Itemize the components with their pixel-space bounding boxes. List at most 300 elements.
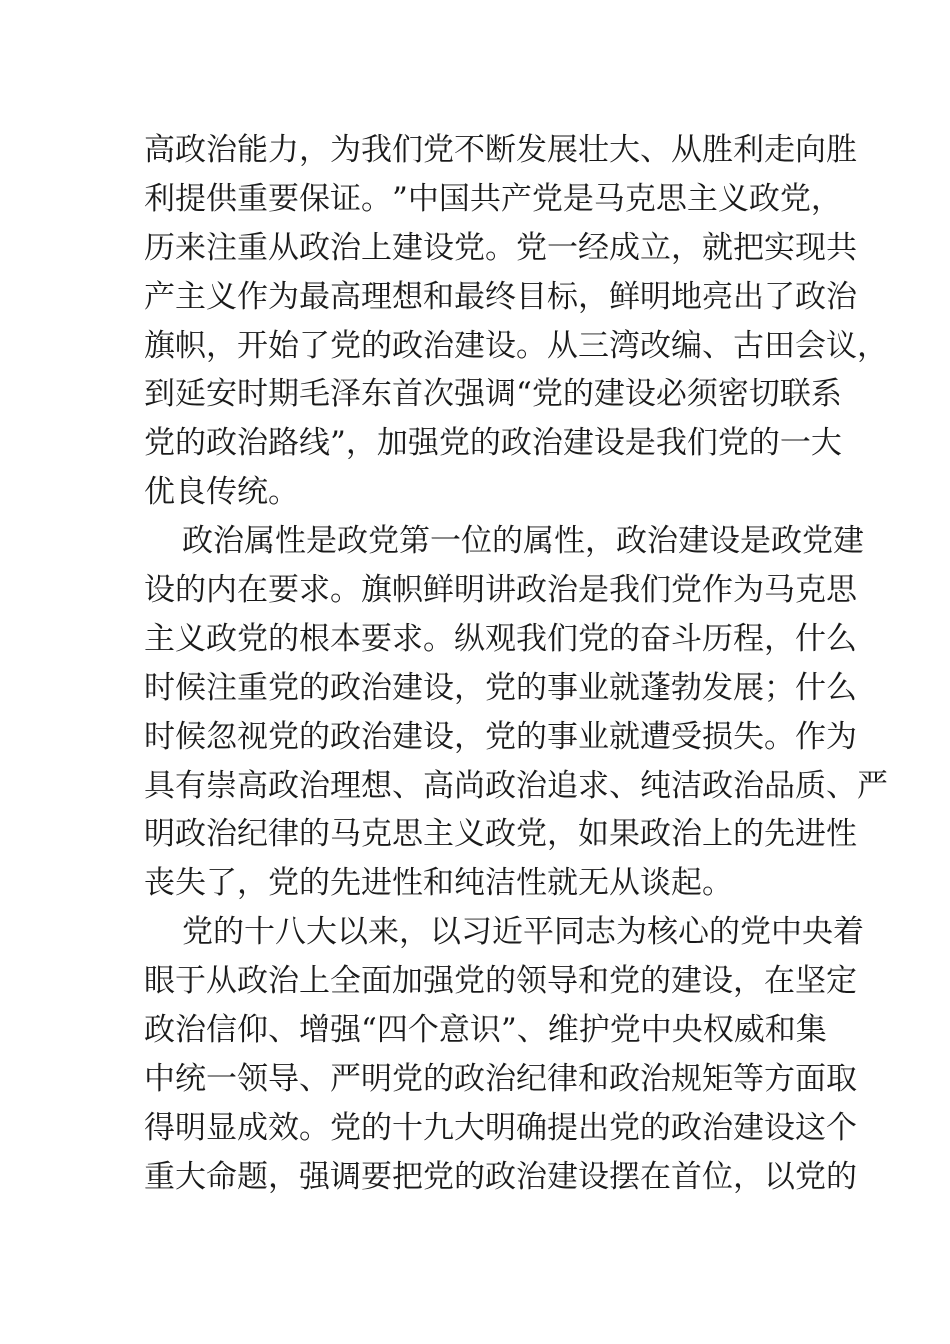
glyph: ， (578, 278, 609, 315)
glyph: 开 (237, 327, 268, 364)
glyph: 党 (144, 425, 175, 462)
glyph: 奋 (640, 620, 671, 657)
glyph: 的 (213, 914, 244, 951)
glyph: 位 (702, 1158, 733, 1195)
glyph: 克 (361, 816, 392, 853)
glyph: 党 (795, 1158, 826, 1195)
glyph: 大 (810, 425, 842, 462)
glyph: 明 (454, 572, 485, 609)
glyph: 明 (361, 1060, 392, 1097)
glyph: 在 (640, 1158, 671, 1195)
glyph: 和 (423, 278, 454, 315)
glyph: 是 (306, 523, 337, 560)
glyph: 线 (299, 425, 330, 462)
glyph: 、 (299, 1060, 330, 1097)
paragraph-2 (144, 517, 888, 908)
glyph: 位 (461, 523, 492, 560)
glyph: 政 (330, 669, 361, 706)
body-text (144, 126, 888, 1202)
glyph: 的 (609, 620, 640, 657)
glyph: 出 (578, 1109, 609, 1146)
glyph: 什 (795, 620, 826, 657)
glyph: 壮 (578, 132, 609, 168)
glyph: 安 (206, 376, 237, 413)
glyph: 最 (299, 278, 330, 315)
glyph: 党 (268, 718, 299, 755)
glyph: 根 (299, 620, 330, 657)
glyph: 先 (764, 816, 795, 853)
glyph: 的 (361, 1109, 392, 1146)
glyph: 观 (485, 620, 516, 657)
text-line (144, 1153, 857, 1202)
glyph: 证 (330, 180, 361, 217)
glyph: 党 (531, 180, 563, 217)
glyph: 出 (733, 278, 764, 315)
glyph: 取 (826, 1060, 857, 1097)
glyph: 明 (640, 278, 671, 315)
glyph: 主 (686, 180, 718, 217)
glyph: 政 (500, 425, 532, 462)
glyph: 党 (609, 1109, 640, 1146)
glyph: 能 (237, 132, 268, 168)
paragraph-1 (144, 126, 888, 517)
glyph: 党 (740, 914, 771, 951)
glyph: 中 (771, 914, 802, 951)
glyph: 显 (206, 1109, 237, 1146)
glyph: 建 (671, 963, 702, 1000)
glyph: 求 (299, 572, 330, 609)
glyph: 为 (733, 572, 764, 609)
glyph: 属 (523, 523, 554, 560)
glyph: 三 (578, 327, 609, 364)
glyph: 胜 (702, 132, 733, 168)
glyph: 重 (237, 229, 268, 266)
glyph: 来 (175, 229, 206, 266)
glyph: ， (857, 327, 888, 364)
glyph: 求 (392, 620, 423, 657)
glyph: 调 (485, 376, 516, 413)
glyph: 治 (485, 1060, 516, 1097)
glyph: ， (671, 229, 702, 266)
glyph: 业 (578, 669, 609, 706)
glyph: 、 (268, 1012, 299, 1049)
glyph: 编 (671, 327, 702, 364)
glyph: 么 (826, 669, 857, 706)
glyph: 标 (547, 278, 578, 315)
glyph: 展 (547, 132, 578, 168)
glyph: 九 (423, 1109, 454, 1146)
glyph: 第 (399, 523, 430, 560)
glyph: 治 (671, 816, 702, 853)
glyph: 政 (671, 1109, 702, 1146)
glyph: 定 (826, 963, 857, 1000)
glyph: ， (454, 669, 485, 706)
glyph: “ (516, 376, 532, 413)
glyph: 设 (702, 963, 733, 1000)
glyph: 党 (485, 669, 516, 706)
glyph: 党 (485, 718, 516, 755)
glyph: 重 (237, 180, 268, 217)
glyph: 政 (485, 767, 516, 804)
glyph: 密 (717, 376, 749, 413)
glyph: 强 (423, 963, 454, 1000)
glyph: 展 (733, 669, 764, 706)
glyph: 建 (392, 718, 423, 755)
glyph: 果 (609, 816, 640, 853)
glyph: 眼 (144, 963, 175, 1000)
glyph: ； (764, 669, 795, 706)
glyph: 就 (609, 669, 640, 706)
glyph: 统 (175, 1060, 206, 1097)
glyph: 面 (361, 963, 392, 1000)
glyph: 的 (640, 1109, 671, 1146)
glyph: 视 (237, 718, 268, 755)
glyph: 供 (206, 180, 237, 217)
glyph: 鲜 (609, 278, 640, 315)
glyph: 治 (516, 1158, 547, 1195)
glyph: 和 (578, 1060, 609, 1097)
glyph: ， (206, 327, 237, 364)
glyph: 政 (485, 1158, 516, 1195)
text-line (144, 517, 864, 566)
glyph: 。 (516, 327, 547, 364)
glyph: 八 (275, 914, 306, 951)
glyph: 保 (299, 180, 330, 217)
glyph: 高 (423, 767, 454, 804)
glyph: 提 (547, 1109, 578, 1146)
glyph: 导 (268, 1060, 299, 1097)
glyph: 为 (826, 718, 857, 755)
glyph: 性 (554, 523, 585, 560)
glyph: 提 (175, 180, 206, 217)
glyph: 田 (764, 327, 795, 364)
glyph: 立 (640, 229, 671, 266)
glyph: 性 (826, 816, 857, 853)
glyph: 建 (547, 1158, 578, 1195)
glyph: 党 (423, 1158, 454, 1195)
glyph: 的 (268, 620, 299, 657)
glyph: 遭 (640, 718, 671, 755)
glyph: 地 (671, 278, 702, 315)
glyph: 损 (702, 718, 733, 755)
glyph: 党 (438, 425, 470, 462)
glyph: 设 (485, 327, 516, 364)
glyph: 治 (299, 767, 330, 804)
glyph: 坚 (795, 963, 826, 1000)
glyph: 题 (237, 1158, 268, 1195)
glyph: 强 (299, 1158, 330, 1195)
glyph: 古 (733, 327, 764, 364)
glyph: 治 (175, 1012, 206, 1049)
glyph: 们 (686, 425, 718, 462)
glyph: 的 (709, 914, 740, 951)
glyph: 思 (392, 816, 423, 853)
glyph: 克 (624, 180, 656, 217)
glyph: 党 (802, 523, 833, 560)
glyph: 党 (268, 669, 299, 706)
glyph: 识 (469, 1012, 501, 1049)
glyph: 强 (407, 425, 439, 462)
glyph: 事 (547, 718, 578, 755)
glyph: 明 (144, 816, 175, 853)
glyph: 党 (531, 376, 563, 413)
glyph: 作 (702, 572, 733, 609)
glyph: 党 (392, 1060, 423, 1097)
glyph: 党 (717, 425, 749, 462)
glyph: 实 (764, 229, 795, 266)
glyph: 想 (361, 767, 392, 804)
glyph: 大 (306, 914, 337, 951)
glyph: 矩 (702, 1060, 733, 1097)
glyph: 核 (647, 914, 678, 951)
glyph: 洁 (671, 767, 702, 804)
glyph: 十 (392, 1109, 423, 1146)
glyph: 中 (144, 1060, 175, 1097)
glyph: 党 (609, 963, 640, 1000)
glyph: 政 (144, 1012, 175, 1049)
glyph: 强 (454, 376, 485, 413)
glyph: 受 (671, 718, 702, 755)
glyph: 的 (454, 1158, 485, 1195)
glyph: 克 (795, 572, 826, 609)
glyph: 党 (368, 523, 399, 560)
glyph: 全 (330, 963, 361, 1000)
glyph: 。 (330, 572, 361, 609)
glyph: 系 (810, 376, 842, 413)
glyph: 习 (461, 914, 492, 951)
glyph: 的 (516, 718, 547, 755)
glyph: 期 (268, 376, 299, 413)
glyph: 们 (392, 132, 423, 168)
glyph: 律 (268, 816, 299, 853)
glyph: 政 (237, 963, 268, 1000)
glyph: 央 (671, 1012, 703, 1049)
glyph: 党 (330, 1109, 361, 1146)
glyph: 蓬 (640, 669, 671, 706)
text-line (144, 615, 857, 664)
glyph: 是 (624, 425, 656, 462)
glyph: 规 (671, 1060, 702, 1097)
glyph: 政 (454, 1060, 485, 1097)
glyph: 和 (578, 963, 609, 1000)
glyph: 效 (268, 1109, 299, 1146)
glyph: 严 (330, 1060, 361, 1097)
glyph: 建 (392, 669, 423, 706)
glyph: 如 (578, 816, 609, 853)
glyph: 治 (206, 132, 237, 168)
glyph: 程 (733, 620, 764, 657)
glyph: 共 (469, 180, 501, 217)
glyph: 、 (392, 767, 423, 804)
glyph: 共 (826, 229, 857, 266)
glyph: 同 (554, 914, 585, 951)
glyph: 理 (361, 278, 392, 315)
glyph: 明 (175, 1109, 206, 1146)
glyph: 党 (671, 572, 702, 609)
glyph: 要 (268, 572, 299, 609)
glyph: 的 (826, 1158, 857, 1195)
glyph: 建 (733, 1109, 764, 1146)
glyph: 志 (585, 914, 616, 951)
glyph: 、 (640, 132, 671, 168)
glyph: 政 (175, 132, 206, 168)
glyph: 导 (547, 963, 578, 1000)
glyph: 最 (454, 278, 485, 315)
glyph: 十 (244, 914, 275, 951)
glyph: 从 (206, 963, 237, 1000)
glyph: 平 (523, 914, 554, 951)
glyph: 们 (547, 620, 578, 657)
glyph: 注 (206, 229, 237, 266)
glyph: 有 (175, 767, 206, 804)
glyph: 着 (833, 914, 864, 951)
glyph: 义 (717, 180, 749, 217)
glyph: 首 (392, 376, 423, 413)
glyph: 仰 (237, 1012, 268, 1049)
glyph: 业 (578, 718, 609, 755)
glyph: 和 (764, 1012, 796, 1049)
glyph: 设 (423, 229, 454, 266)
glyph: 主 (144, 620, 175, 657)
glyph: 内 (206, 572, 237, 609)
glyph: 作 (795, 718, 826, 755)
glyph: 的 (640, 963, 671, 1000)
glyph: 失 (733, 718, 764, 755)
glyph: 经 (578, 229, 609, 266)
glyph: 尚 (454, 767, 485, 804)
glyph: 属 (244, 523, 275, 560)
glyph: 、 (516, 1012, 548, 1049)
text-line (144, 908, 864, 957)
glyph: 治 (702, 1109, 733, 1146)
text-line (144, 566, 857, 615)
glyph: 联 (779, 376, 811, 413)
glyph: ， (268, 1158, 299, 1195)
glyph: 党 (578, 620, 609, 657)
glyph: 就 (702, 229, 733, 266)
glyph: 、 (702, 327, 733, 364)
text-line (144, 1104, 857, 1153)
glyph: 这 (795, 1109, 826, 1146)
glyph: 得 (144, 1109, 175, 1146)
glyph: 的 (299, 718, 330, 755)
glyph: 建 (392, 229, 423, 266)
glyph: 四 (376, 1012, 408, 1049)
glyph: 政 (206, 620, 237, 657)
text-line (144, 322, 888, 371)
glyph: 的 (469, 425, 501, 462)
glyph: 的 (299, 669, 330, 706)
glyph: 旗 (144, 327, 175, 364)
glyph: 的 (562, 376, 594, 413)
glyph: 明 (485, 1109, 516, 1146)
glyph: 以 (764, 1158, 795, 1195)
glyph: 把 (392, 1158, 423, 1195)
glyph: 、 (826, 767, 857, 804)
glyph: 思 (655, 180, 687, 217)
glyph: 为 (616, 914, 647, 951)
glyph: 大 (609, 132, 640, 168)
glyph: 忽 (206, 718, 237, 755)
glyph: ” (330, 425, 346, 462)
glyph: 在 (237, 572, 268, 609)
glyph: 政 (609, 1060, 640, 1097)
glyph: 党 (516, 816, 547, 853)
glyph: 重 (237, 669, 268, 706)
glyph: 高 (144, 132, 175, 168)
glyph: 治 (361, 669, 392, 706)
glyph: 以 (337, 914, 368, 951)
glyph: 。 (485, 229, 516, 266)
glyph: ， (585, 523, 616, 560)
glyph: 事 (547, 669, 578, 706)
glyph: 中 (640, 1012, 672, 1049)
glyph: 的 (175, 425, 206, 462)
glyph: 维 (547, 1012, 579, 1049)
glyph: 须 (686, 376, 718, 413)
glyph: 等 (733, 1060, 764, 1097)
glyph: “ (361, 1012, 377, 1049)
glyph: 党 (779, 180, 811, 217)
glyph: 义 (206, 278, 237, 315)
text-line (144, 419, 842, 468)
glyph: 思 (826, 572, 857, 609)
glyph: 成 (237, 1109, 268, 1146)
glyph: 产 (500, 180, 532, 217)
glyph: 的 (299, 816, 330, 853)
glyph: 政 (337, 523, 368, 560)
glyph: 治 (531, 425, 563, 462)
glyph: 政 (516, 572, 547, 609)
glyph: 什 (795, 669, 826, 706)
glyph: 治 (330, 229, 361, 266)
text-line (144, 664, 857, 713)
glyph: 们 (640, 572, 671, 609)
text-line: 优良传统。 (144, 474, 299, 511)
glyph: 强 (330, 1012, 361, 1049)
glyph: 上 (299, 963, 330, 1000)
glyph: ， (399, 914, 430, 951)
glyph: 、 (609, 767, 640, 804)
glyph: 义 (454, 816, 485, 853)
glyph: 上 (361, 229, 392, 266)
glyph: 央 (802, 914, 833, 951)
glyph: 到 (144, 376, 175, 413)
glyph: 我 (516, 620, 547, 657)
glyph: 本 (330, 620, 361, 657)
glyph: 的 (175, 572, 206, 609)
glyph: 政 (330, 718, 361, 755)
glyph: 政 (206, 425, 237, 462)
glyph: 党 (237, 620, 268, 657)
glyph: 发 (702, 669, 733, 706)
glyph: 确 (516, 1109, 547, 1146)
glyph: 马 (764, 572, 795, 609)
glyph: 治 (206, 816, 237, 853)
glyph: 鲜 (423, 572, 454, 609)
glyph: 走 (764, 132, 795, 168)
glyph: 心 (678, 914, 709, 951)
glyph: 泽 (330, 376, 361, 413)
glyph: 我 (609, 572, 640, 609)
glyph: 治 (516, 767, 547, 804)
text-line (144, 762, 888, 811)
glyph: 一 (547, 229, 578, 266)
glyph: 个 (407, 1012, 439, 1049)
glyph: 摆 (609, 1158, 640, 1195)
glyph: 向 (795, 132, 826, 168)
glyph: 候 (175, 718, 206, 755)
